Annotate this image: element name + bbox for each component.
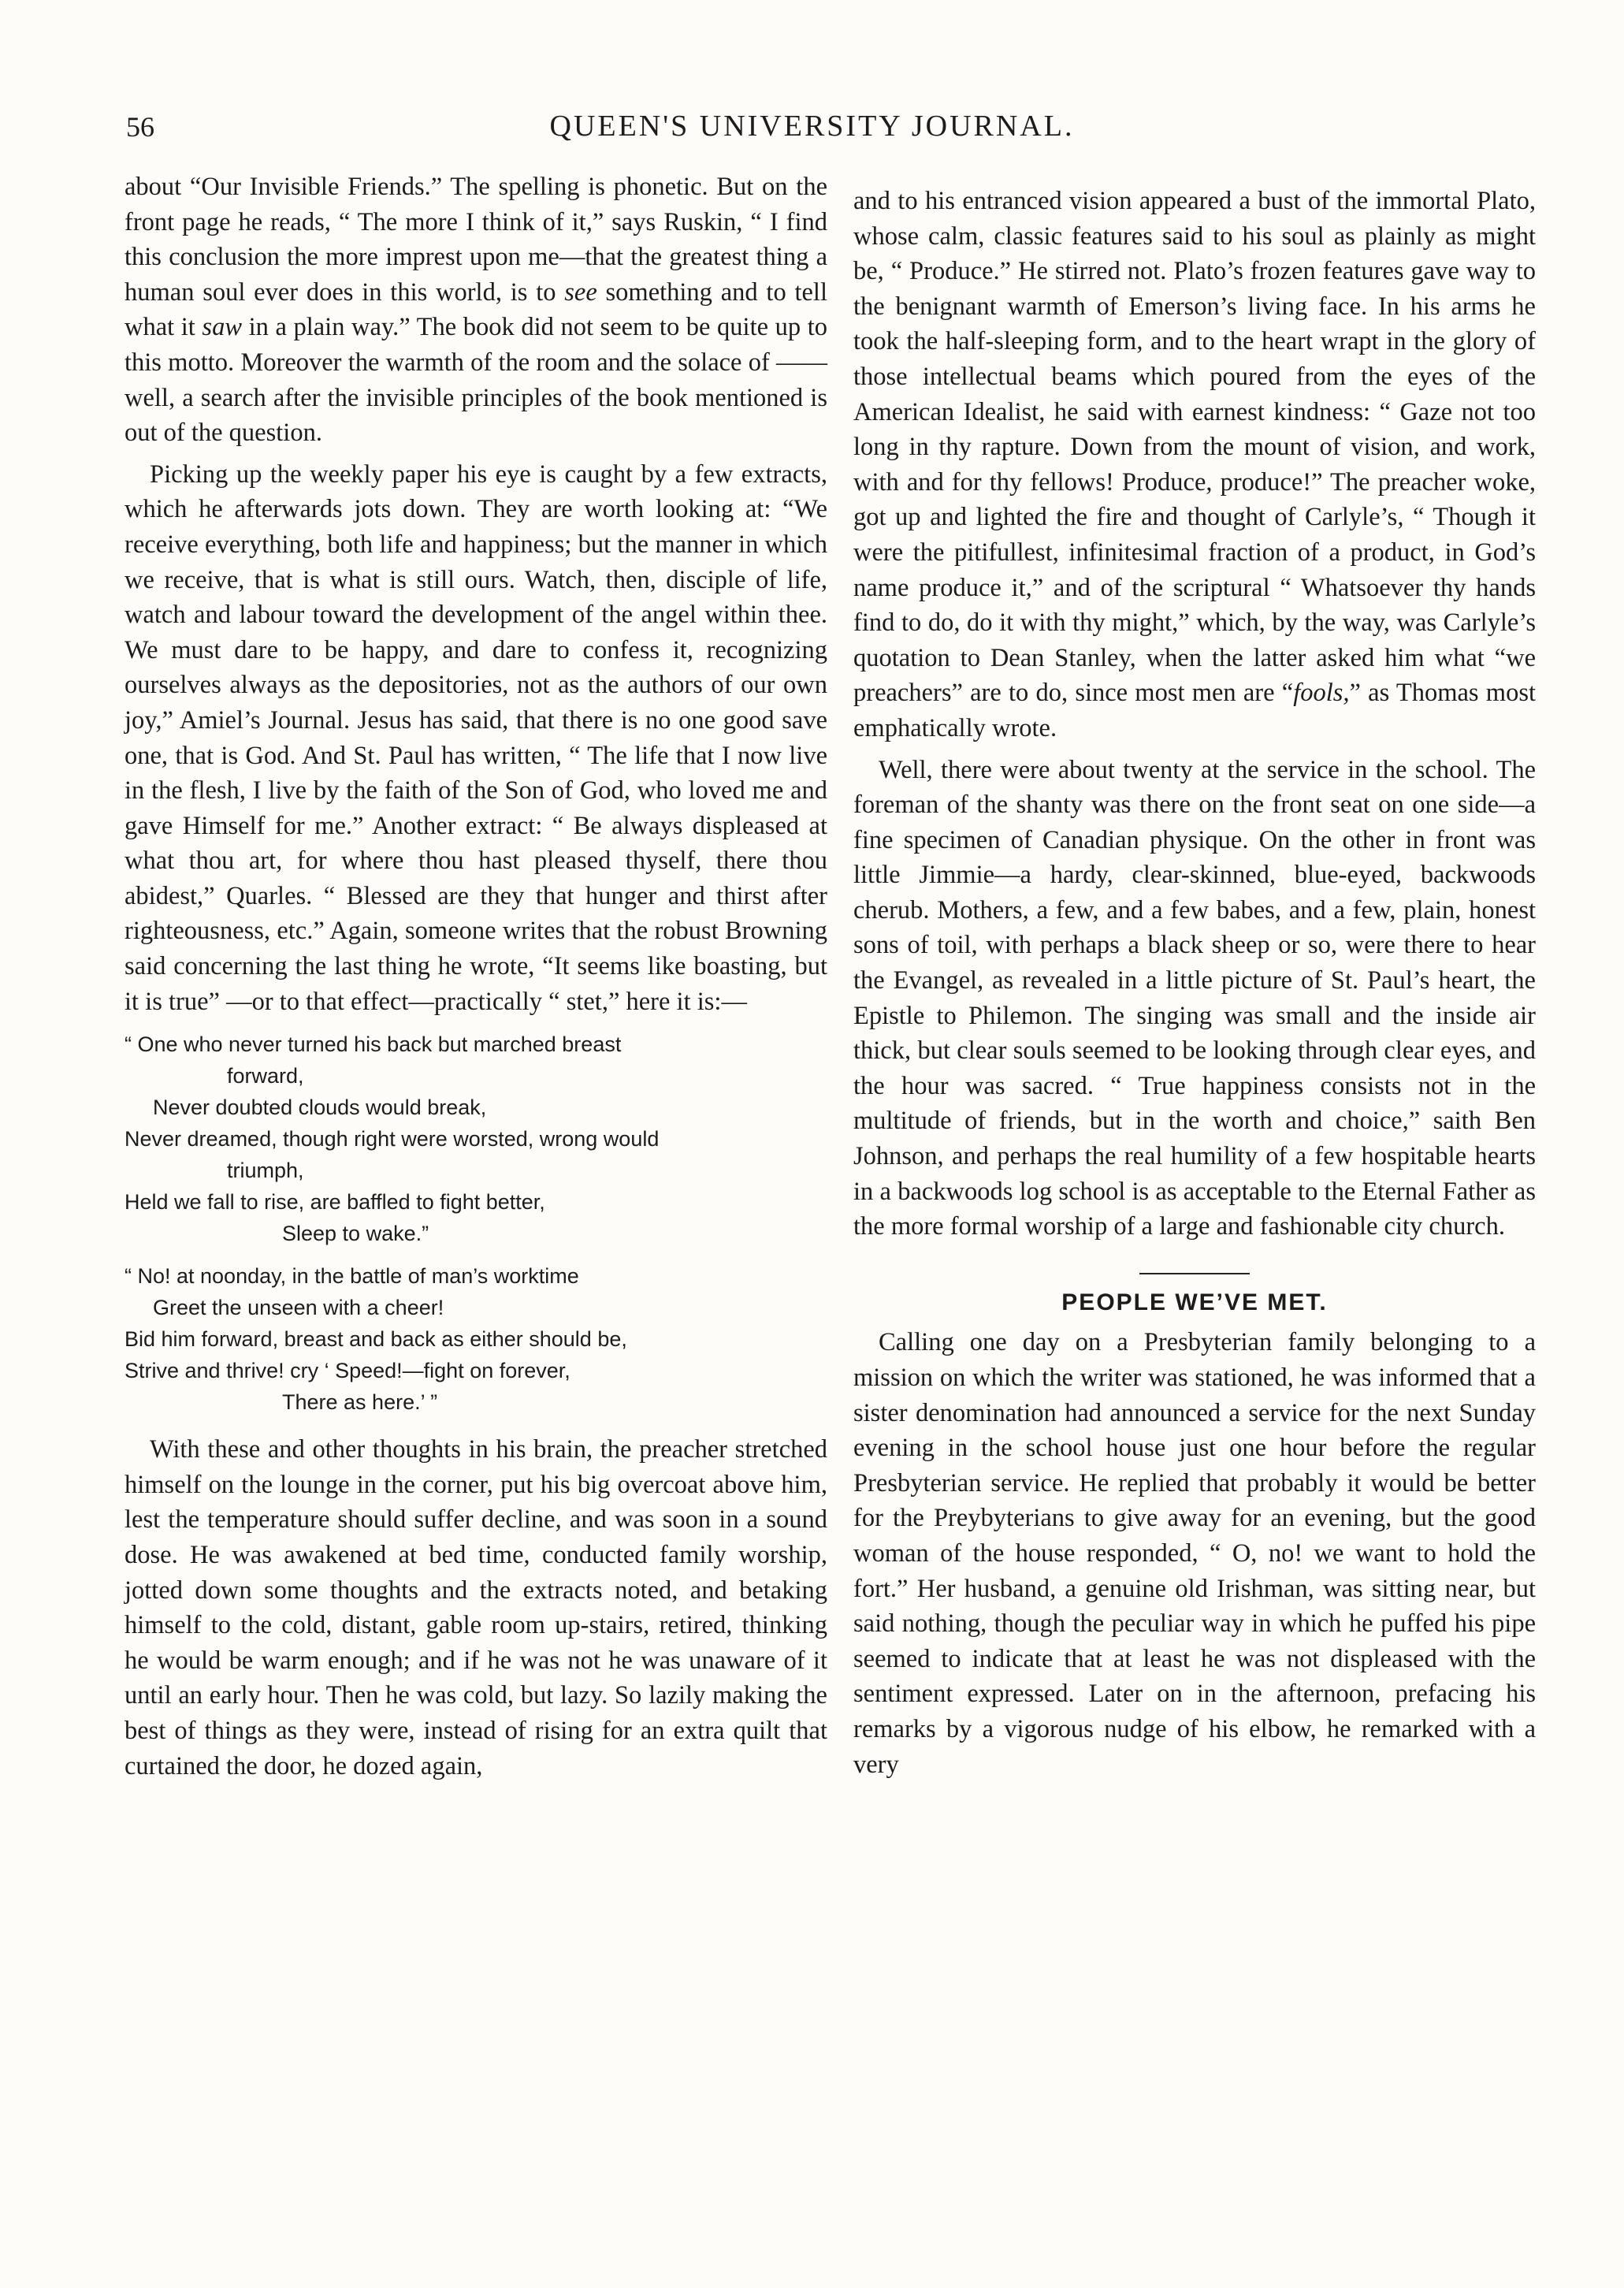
poem-line: forward, bbox=[227, 1064, 304, 1088]
section-divider bbox=[1139, 1273, 1250, 1274]
poem-stanza bbox=[124, 1029, 827, 1249]
paragraph: Calling one day on a Presbyterian family belonging to a mission on which the writer was stationed, he was informed that a sister denomination had announced a service for the next Sunday evening in the school house just one hour before the regular Presbyterian service. He replied that probably it would be better for the Preybyterians to give away for an evening, but the good woman of the house responded, “ O, no! we want to hold the fort.” Her husband, a genuine old Irishman, was sitting near, but said nothing, though the peculiar way in which he puffed his pipe seemed to indicate that at least he was not displeased with the sentiment expressed. Later on in the afternoon, prefacing his remarks by a vigorous nudge of his elbow, he remarked with a very bbox=[853, 1328, 1536, 1779]
poem-quotation bbox=[124, 1029, 827, 1418]
text-run: about “Our Invisible Friends.” The spelling is phonetic. But on the front page he reads, “ The more I think of it,” says Ruskin, “ I find this conclusion the more imprest upon me—that the greatest thing a human soul ever does in this world, is to bbox=[124, 173, 827, 307]
left-column bbox=[124, 169, 827, 1784]
poem-line: Never dreamed, though right were worsted, wrong would bbox=[124, 1127, 660, 1151]
poem-line: Sleep to wake.” bbox=[282, 1222, 429, 1246]
poem-line: Greet the unseen with a cheer! bbox=[153, 1296, 444, 1320]
section-title: PEOPLE WE’VE MET. bbox=[1061, 1289, 1328, 1315]
poem-line: Strive and thrive! cry ‘ Speed!—fight on forever, bbox=[124, 1359, 570, 1383]
poem-line: Bid him forward, breast and back as either should be, bbox=[124, 1327, 627, 1352]
poem-line: Held we fall to rise, are baffled to fight better, bbox=[124, 1190, 545, 1215]
page-number: 56 bbox=[126, 111, 154, 143]
italic-word: fools, bbox=[1293, 679, 1350, 708]
poem-line: Never doubted clouds would break, bbox=[153, 1096, 487, 1120]
poem-line: There as here.’ ” bbox=[282, 1390, 438, 1415]
paragraph: Picking up the weekly paper his eye is caught by a few extracts, which he afterwards jots down. They are worth looking at: “We receive everything, both life and happiness; but the manner in which we receive, that is what is still ours. Watch, then, disciple of life, watch and labour toward the development of the angel within thee. We must dare to be happy, and dare to confess it, recognizing ourselves always as the depositories, not as the authors of our own joy,” Amiel’s Journal. Jesus has said, that there is no one good save one, that is God. And St. Paul has written, “ The life that I now live in the flesh, I live by the faith of the Son of God, who loved me and gave Himself for me.” Another extract: “ Be always displeased at what thou art, for where thou hast pleased thyself, there thou abidest,” Quarles. “ Blessed are they that hunger and thirst after righteousness, etc.” Again, someone writes that the robust Browning said concerning the last thing he wrote, “It seems like boasting, but it is true” —or to that effect—practically “ stet,” here it is:— bbox=[124, 459, 827, 1016]
running-head: QUEEN'S UNIVERSITY JOURNAL. bbox=[549, 110, 1075, 143]
italic-word: saw bbox=[202, 313, 242, 342]
paragraph bbox=[124, 169, 827, 451]
text-run: and to his entranced vision appeared a bust of the immortal Plato, whose calm, classic features said to his soul as plainly as might be, “ Produce.” He stirred not. Plato’s frozen features gave way to the benignant warmth of Emerson’s living face. In his arms he took the half-sleeping form, and to the heart wrapt in the glory of those intellectual beams which poured from the eyes of the American Idealist, he said with earnest kindness: “ Gaze not too long in thy rapture. Down from the mount of vision, and work, with and for thy fellows! Produce, produce!” The preacher woke, got up and lighted the fire and thought of Carlyle’s, “ Though it were the pitifullest, infinitesimal fraction of a product, in God’s name produce it,” and of the scriptural “ Whatsoever thy hands find to do, do it with thy might,” which, by the way, was Carlyle’s quotation to Dean Stanley, when the latter asked him what “we preachers” are to do, since most men are “ bbox=[853, 187, 1536, 708]
right-column bbox=[853, 184, 1536, 1782]
text-run: something and to tell what it bbox=[124, 277, 827, 342]
poem-line: “ One who never turned his back but marched breast bbox=[124, 1032, 622, 1057]
text-run: ” as Thomas most emphatically wrote. bbox=[853, 679, 1536, 742]
poem-line: “ No! at noonday, in the battle of man’s worktime bbox=[124, 1264, 579, 1289]
paragraph bbox=[853, 184, 1536, 746]
poem-line: triumph, bbox=[227, 1159, 304, 1183]
poem-stanza bbox=[124, 1260, 827, 1418]
text-run: in a plain way.” The book did not seem to be quite up to this motto. Moreover the warmth of the room and the solace of —— well, a search after the invisible principles of the book mentioned is out of the question. bbox=[124, 313, 827, 448]
paragraph: Well, there were about twenty at the service in the school. The foreman of the shanty was there on the front seat on one side—a fine specimen of Canadian physique. On the other in front was little Jimmie—a hardy, clear-skinned, blue-eyed, backwoods cherub. Mothers, a few, and a few babes, and a few, plain, honest sons of toil, with perhaps a black sheep or so, were there to hear the Evangel, as revealed in a little picture of St. Paul’s heart, the Epistle to Philemon. The singing was small and the inside air thick, but clear souls seemed to be looking through clear eyes, and the hour was sacred. “ True happiness consists not in the multitude of friends, but in the worth and choice,” saith Ben Johnson, and perhaps the real humility of a few hospitable hearts in a backwoods log school is as acceptable to the Eternal Father as the more formal worship of a large and fashionable city church. bbox=[853, 755, 1536, 1241]
italic-word: see bbox=[564, 277, 597, 307]
paragraph: With these and other thoughts in his brain, the preacher stretched himself on the lounge in the corner, put his big overcoat above him, lest the temperature should suffer decline, and was soon in a sound dose. He was awakened at bed time, conducted family worship, jotted down some thoughts and the extracts noted, and betaking himself to the cold, distant, gable room up-stairs, retired, thinking he would be warm enough; and if he was not he was unaware of it until an early hour. Then he was cold, but lazy. So lazily making the best of things as they were, instead of rising for an extra quilt that curtained the door, he dozed again, bbox=[124, 1435, 827, 1780]
